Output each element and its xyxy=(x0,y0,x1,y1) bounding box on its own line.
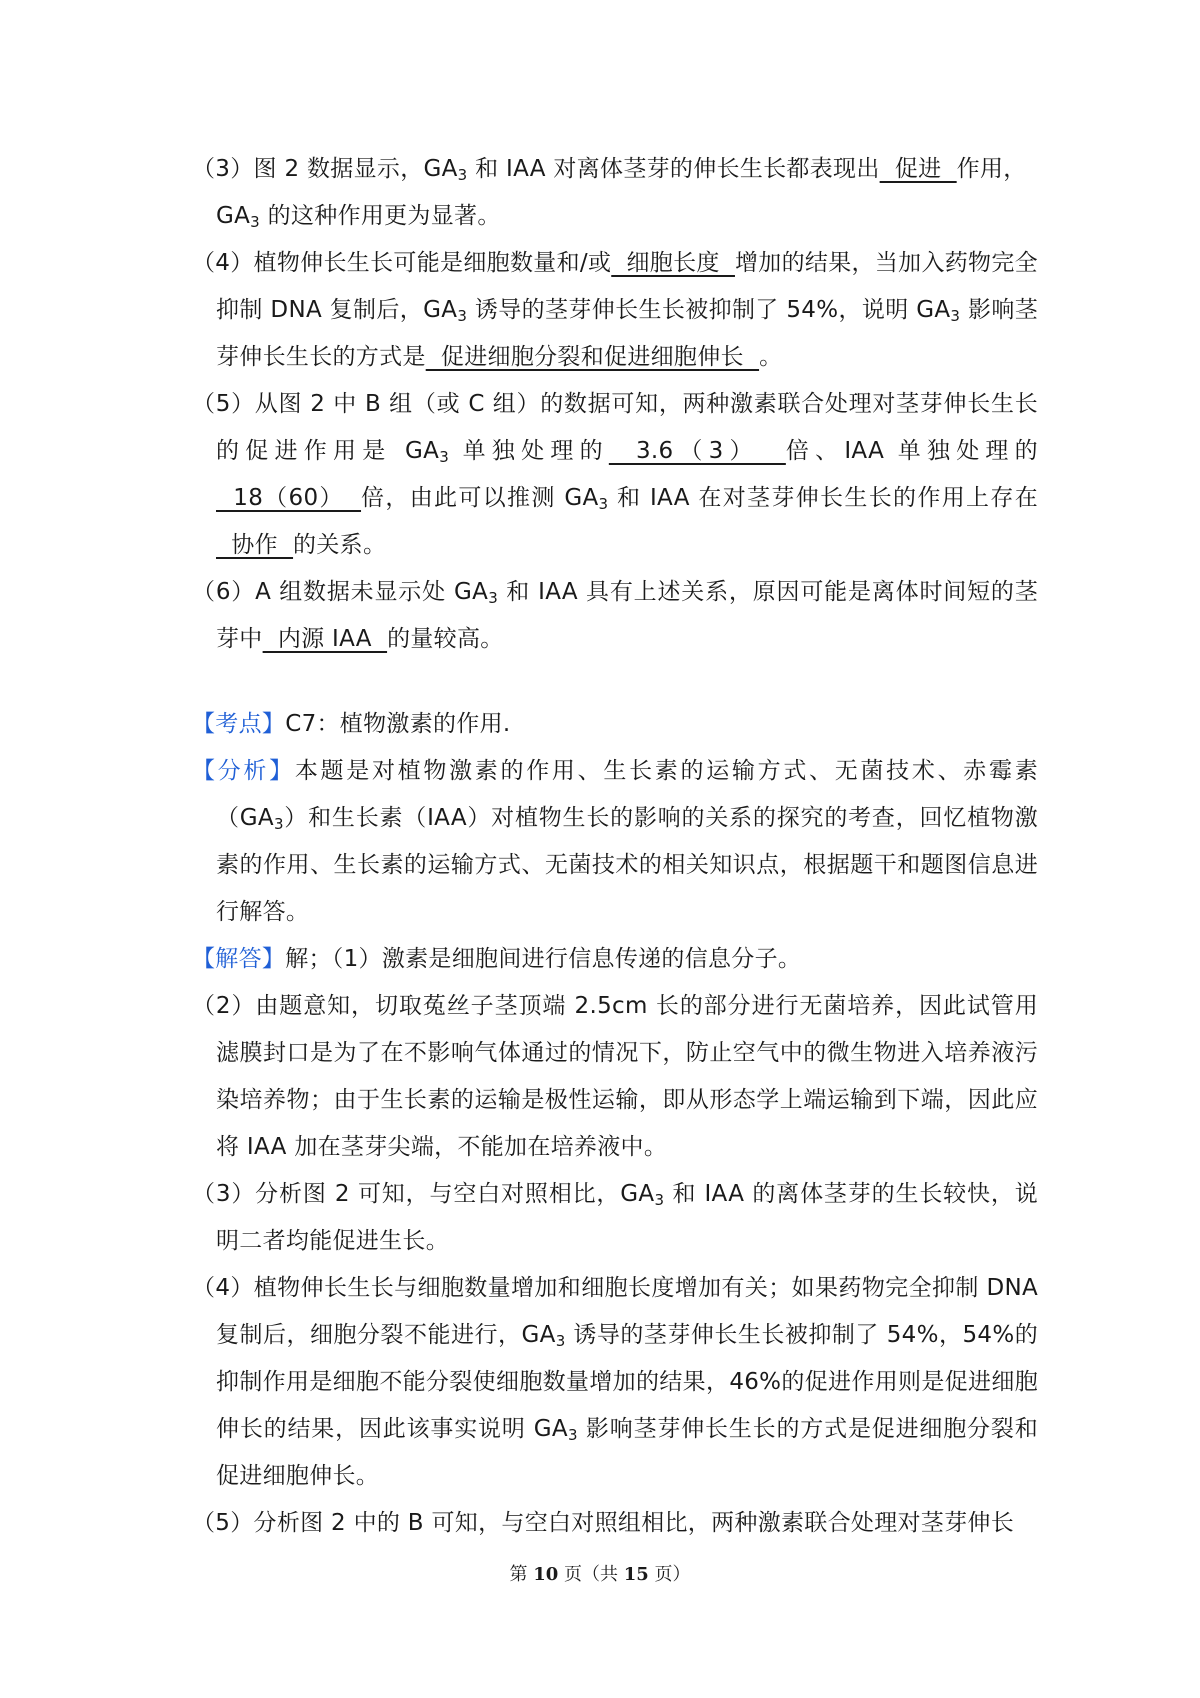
answer-blank: 18（60） xyxy=(216,485,362,511)
answer-blank: 细胞长度 xyxy=(611,250,735,276)
page-number: 10 xyxy=(533,1564,559,1585)
jieda-line: 【解答】解；（1）激素是细胞间进行信息传递的信息分子。 xyxy=(192,946,802,972)
fenxi-paragraph: 【分析】本题是对植物激素的作用、生长素的运输方式、无菌技术、赤霉素$(GA_3)$和生长素（IAA）对植物生长的影响的关系的探究的考查，回忆植物激素的作用、生长素的运输方式、无菌技术的相关知识点，根据题干和题图信息进行解答。 xyxy=(192,758,1039,925)
kaodian-tag: 【考点】 xyxy=(192,711,286,737)
page-total: 15 xyxy=(623,1564,649,1585)
question-4: （4）植物伸长生长可能是细胞数量和/或 细胞长度 增加的结果，当加入药物完全抑制 DNA 复制后，$GA_3$ 诱导的茎芽伸长生长被抑制了 54%，说明 $GA_3$ 影响茎芽伸长生长的方式是 促进细胞分裂和促进细胞伸长 。 xyxy=(192,250,1038,370)
answer-blank: 促进细胞分裂和促进细胞伸长 xyxy=(425,344,760,370)
answer-5: （5）分析图 2 中的 B 可知，与空白对照组相比，两种激素联合处理对茎芽伸长 xyxy=(192,1510,1014,1536)
kaodian-line: 【考点】C7：植物激素的作用. xyxy=(192,711,511,737)
answer-3: （3）分析图 2 可知，与空白对照相比，$GA_3$ 和 IAA 的离体茎芽的生长较快，说明二者均能促进生长。 xyxy=(192,1181,1039,1254)
question-3: （3）图 2 数据显示，$GA_3$ 和 IAA 对离体茎芽的伸长生长都表现出 促进 作用， $GA_3$ 的这种作用更为显著。 xyxy=(192,156,1027,231)
answer-content xyxy=(192,146,1038,1547)
page-footer: 第 10 页（共 15 页） xyxy=(509,1564,691,1585)
answer-2: （2）由题意知，切取菟丝子茎顶端 2.5cm 长的部分进行无菌培养，因此试管用滤膜封口是为了在不影响气体通过的情况下，防止空气中的微生物进入培养液污染培养物；由于生长素的运输是极性运输，即从形态学上端运输到下端，因此应将 IAA 加在茎芽尖端，不能加在培养液中。 xyxy=(192,993,1038,1160)
answer-blank: 促进 xyxy=(879,156,957,182)
answer-4: （4）植物伸长生长与细胞数量增加和细胞长度增加有关；如果药物完全抑制 DNA 复制后，细胞分裂不能进行，$GA_3$ 诱导的茎芽伸长生长被抑制了 54%，54%的抑制作用是细胞不能分裂使细胞数量增加的结果，46%的促进作用则是促进细胞伸长的结果，因此该事实说明 $GA_3$ 影响茎芽伸长生长的方式是促进细胞分裂和促进细胞伸长。 xyxy=(192,1275,1039,1489)
section-gap xyxy=(192,663,1038,701)
jieda-tag: 【解答】 xyxy=(192,946,286,972)
fenxi-tag: 【分析】 xyxy=(192,758,295,784)
answer-blank: 内源 IAA xyxy=(262,626,388,652)
question-5: （5）从图 2 中 B 组（或 C 组）的数据可知，两种激素联合处理对茎芽伸长生长的促进作用是 $GA_3$ 单独处理的 3.6（3） 倍、IAA 单独处理的 18（60） 倍，由此可以推测 $GA_3$ 和 IAA 在对茎芽伸长生长的作用上存在 协作 的关系。 xyxy=(192,391,1038,558)
answer-blank: 协作 xyxy=(216,532,294,558)
question-6: （6）A 组数据未显示处 $GA_3$ 和 IAA 具有上述关系，原因可能是离体时间短的茎芽中 内源 IAA 的量较高。 xyxy=(192,579,1038,652)
answer-blank: 3.6（3） xyxy=(608,438,786,464)
